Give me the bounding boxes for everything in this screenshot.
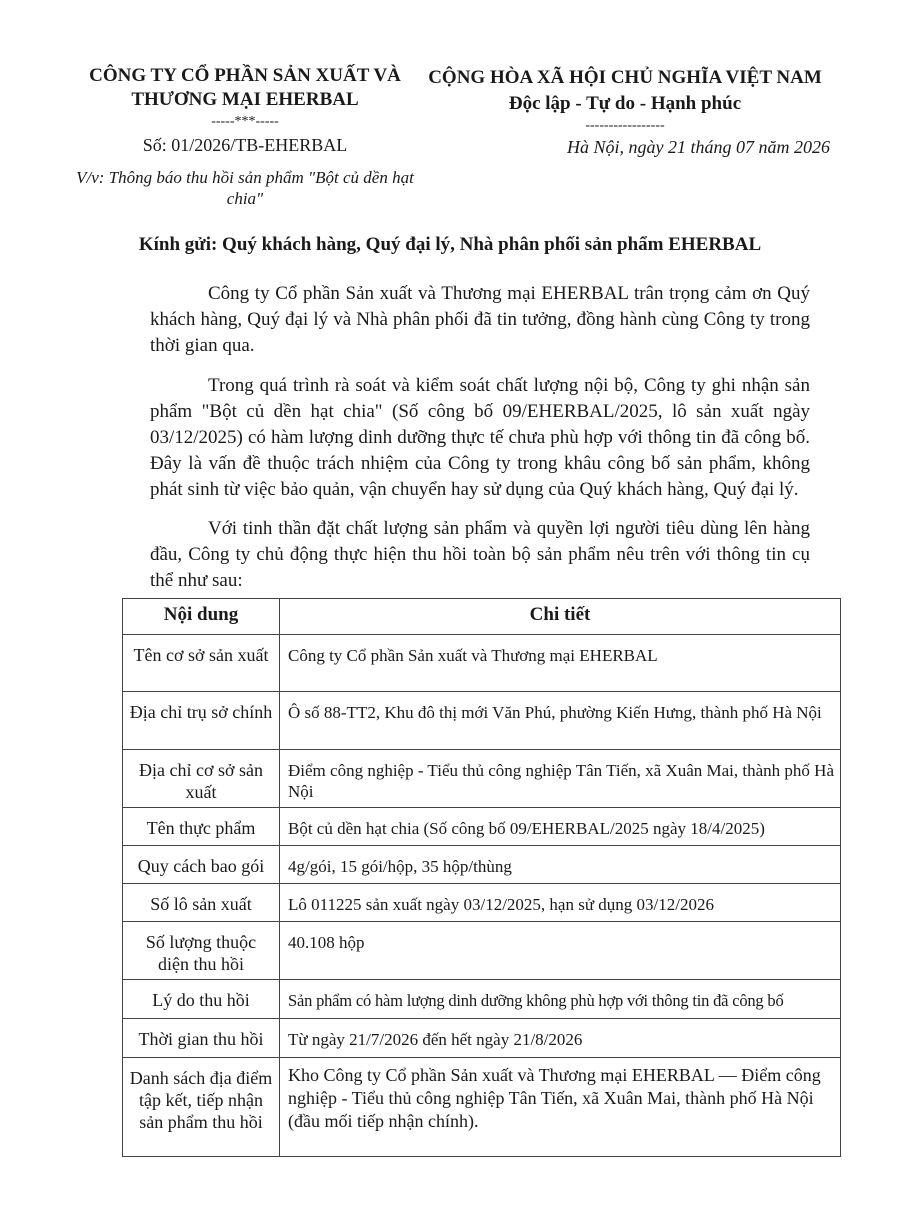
table-row	[123, 750, 841, 808]
motto-separator: -----------------	[585, 118, 665, 133]
row-value: Điểm công nghiệp - Tiểu thủ công nghiệp Tân Tiến, xã Xuân Mai, thành phố Hà Nội	[280, 750, 841, 808]
row-value: Công ty Cổ phần Sản xuất và Thương mại EHERBAL	[280, 635, 841, 692]
document-number: Số: 01/2026/TB-EHERBAL	[142, 135, 348, 155]
company-separator: -----***-----	[211, 114, 279, 129]
paragraph-text: Trong quá trình rà soát và kiểm soát chất lượng nội bộ, Công ty ghi nhận sản phẩm "Bột củ dền hạt chia" (Số công bố 09/EHERBAL/2025, lô sản xuất ngày 03/12/2025) có hàm lượng dinh dưỡng thực tế chưa phù hợp với thông tin đã công bố. Đây là vấn đề thuộc trách nhiệm của Công ty trong khâu công bố sản phẩm, không phát sinh từ việc bảo quản, vận chuyển hay sử dụng của Quý khách hàng, Quý đại lý.	[150, 375, 810, 500]
row-value: Lô 011225 sản xuất ngày 03/12/2025, hạn sử dụng 03/12/2026	[280, 884, 841, 922]
company-name: CÔNG TY CỔ PHẦN SẢN XUẤT VÀ THƯƠNG MẠI EHERBAL	[89, 65, 401, 110]
table-row	[123, 692, 841, 750]
table-row	[123, 922, 841, 980]
paragraph-thanks	[150, 281, 810, 359]
table-row	[123, 808, 841, 846]
paragraph-text: Với tinh thần đặt chất lượng sản phẩm và quyền lợi người tiêu dùng lên hàng đầu, Công ty chủ động thực hiện thu hồi toàn bộ sản phẩm nêu trên với thông tin cụ thể như sau:	[150, 518, 810, 591]
row-label: Quy cách bao gói	[123, 846, 280, 884]
row-value: Ô số 88-TT2, Khu đô thị mới Văn Phú, phường Kiến Hưng, thành phố Hà Nội	[280, 692, 841, 750]
row-label: Thời gian thu hồi	[123, 1019, 280, 1058]
row-value: Sản phẩm có hàm lượng dinh dưỡng không phù hợp với thông tin đã công bố	[280, 980, 841, 1019]
row-value: Kho Công ty Cổ phần Sản xuất và Thương mại EHERBAL — Điểm công nghiệp - Tiểu thủ công nghiệp Tân Tiến, xã Xuân Mai, thành phố Hà Nội (đầu mối tiếp nhận chính).	[280, 1058, 841, 1157]
row-value: 40.108 hộp	[280, 922, 841, 980]
table-row	[123, 884, 841, 922]
salutation: Kính gửi: Quý khách hàng, Quý đại lý, Nhà phân phối sản phẩm EHERBAL	[138, 234, 762, 255]
column-header-content: Nội dung	[123, 599, 280, 635]
row-label: Số lô sản xuất	[123, 884, 280, 922]
row-label: Tên thực phẩm	[123, 808, 280, 846]
table-row	[123, 635, 841, 692]
table-row	[123, 1019, 841, 1058]
table-row	[123, 846, 841, 884]
row-label: Số lượng thuộc diện thu hồi	[123, 922, 280, 980]
nation-title: CỘNG HÒA XÃ HỘI CHỦ NGHĨA VIỆT NAM	[428, 67, 822, 88]
row-value: Từ ngày 21/7/2026 đến hết ngày 21/8/2026	[280, 1019, 841, 1058]
row-label: Địa chỉ trụ sở chính	[123, 692, 280, 750]
national-motto: Độc lập - Tự do - Hạnh phúc	[508, 93, 742, 114]
row-value: Bột củ dền hạt chia (Số công bố 09/EHERBAL/2025 ngày 18/4/2025)	[280, 808, 841, 846]
table-header-row	[123, 599, 841, 635]
document-subject: V/v: Thông báo thu hồi sản phẩm "Bột củ dền hạt chia"	[76, 168, 414, 208]
paragraph-issue	[150, 373, 810, 503]
date-place: Hà Nội, ngày 21 tháng 07 năm 2026	[567, 137, 830, 157]
paragraph-recall-intro	[150, 516, 810, 594]
recall-details-table	[122, 598, 841, 1157]
row-label: Danh sách địa điểm tập kết, tiếp nhận sản phẩm thu hồi	[123, 1058, 280, 1157]
paragraph-text: Công ty Cổ phần Sản xuất và Thương mại EHERBAL trân trọng cảm ơn Quý khách hàng, Quý đại lý và Nhà phân phối đã tin tưởng, đồng hành cùng Công ty trong thời gian qua.	[150, 283, 810, 356]
row-label: Lý do thu hồi	[123, 980, 280, 1019]
row-label: Tên cơ sở sản xuất	[123, 635, 280, 692]
table-row	[123, 1058, 841, 1157]
row-value: 4g/gói, 15 gói/hộp, 35 hộp/thùng	[280, 846, 841, 884]
table-row	[123, 980, 841, 1019]
row-label: Địa chỉ cơ sở sản xuất	[123, 750, 280, 808]
column-header-detail: Chi tiết	[280, 599, 841, 635]
